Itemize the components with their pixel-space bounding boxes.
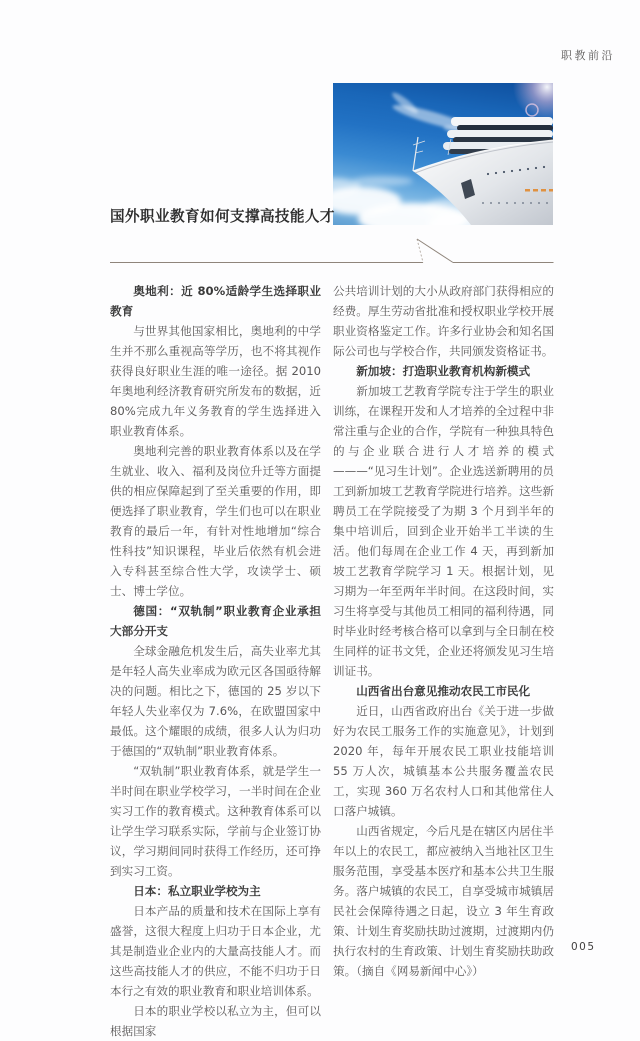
paragraph: “双轨制”职业教育体系，就是学生一半时间在职业学校学习，一半时间在企业实习工作的教育模式。这种教育体系可以让学生学习联系实际，学前与企业签订协议，学习期间同时获得工作经历，还可挣到实习工资。 xyxy=(110,764,321,878)
paragraph: 日本产品的质量和技术在国际上享有盛誉，这很大程度上归功于日本企业，尤其是制造业企业内的大量高技能人才。而这些高技能人才的供应，不能不归功于日本行之有效的职业教育和职业培训体系。 xyxy=(110,904,321,998)
cruise-ship-photo xyxy=(333,83,553,225)
section-heading: 山西省出台意见推动农民工市民化 xyxy=(356,684,531,698)
section-heading: 新加坡：打造职业教育机构新模式 xyxy=(356,364,531,378)
page-number: 005 xyxy=(571,941,596,953)
cruise-ship-illustration xyxy=(333,83,553,225)
paragraph: 奥地利完善的职业教育体系以及在学生就业、收入、福利及岗位升迁等方面提供的相应保障起到了至关重要的作用，即便选择了职业教育，学生们也可以在职业教育的最后一年，有针对性地增加“综合性科技”知识课程，毕业后依然有机会进入专科甚至综合性大学，攻读学士、硕士、博士学位。 xyxy=(110,444,321,598)
section-heading: 日本：私立职业学校为主 xyxy=(133,884,261,898)
article-column-right xyxy=(333,281,554,981)
paragraph: 全球金融危机发生后，高失业率尤其是年轻人高失业率成为欧元区各国亟待解决的问题。相比之下，德国的 25 岁以下年轻人失业率仅为 7.6%，在欧盟国家中最低。这个耀眼的成绩，很多人认为归功于德国的“双轨制”职业教育体系。 xyxy=(110,644,321,758)
paragraph: 公共培训计划的大小从政府部门获得相应的经费。厚生劳动省批准和授权职业学校开展职业资格鉴定工作。许多行业协会和知名国际公司也与学校合作，共同颁发资格证书。 xyxy=(333,284,554,358)
paragraph: 近日，山西省政府出台《关于进一步做好为农民工服务工作的实施意见》，计划到 2020 年，每年开展农民工职业技能培训 55 万人次，城镇基本公共服务覆盖农民工，实现 360 万名农村人口和其他常住人口落户城镇。 xyxy=(333,704,554,818)
page-header-section-label: 职教前沿 xyxy=(561,49,615,62)
paragraph: 新加坡工艺教育学院专注于学生的职业训练，在课程开发和人才培养的全过程中非常注重与企业的合作，学院有一种独具特色的与企业联合进行人才培养的模式———“见习生计划”。企业选送新聘用的员工到新加坡工艺教育学院进行培养。这些新聘员工在学院接受了为期 3 个月到半年的集中培训后，回到企业开始半工半读的生活。他们每周在企业工作 4 天，再到新加坡工艺教育学院学习 1 天。根据计划，见习期为一年至两年半时间。在这段时间，实习生将享受与其他员工相同的福利待遇，同时毕业时经考核合格可以拿到与全日制在校生同样的证书文凭，企业还将颁发见习生培训证书。 xyxy=(333,384,554,678)
title-divider-rule xyxy=(110,236,554,266)
paragraph: 与世界其他国家相比，奥地利的中学生并不那么重视高等学历，也不将其视作获得良好职业生涯的唯一途径。据 2010 年奥地利经济教育研究所发布的数据，近 80%完成九年义务教育的学生选择进入职业教育体系。 xyxy=(110,324,321,438)
section-heading: 德国：“双轨制”职业教育企业承担大部分开支 xyxy=(110,604,321,638)
section-heading: 奥地利：近 80%适龄学生选择职业教育 xyxy=(110,284,321,318)
paragraph: 日本的职业学校以私立为主，但可以根据国家 xyxy=(110,1004,321,1038)
article-column-left xyxy=(110,281,321,1041)
article-title: 国外职业教育如何支撑高技能人才 xyxy=(110,208,335,225)
paragraph: 山西省规定，今后凡是在辖区内居住半年以上的农民工，都应被纳入当地社区卫生服务范围，享受基本医疗和基本公共卫生服务。落户城镇的农民工，自享受城市城镇居民社会保障待遇之日起，设立 3 年生育政策、计划生育奖励扶助过渡期，过渡期内仍执行农村的生育政策、计划生育奖励扶助政策。（摘自《网易新闻中心》） xyxy=(333,824,554,978)
